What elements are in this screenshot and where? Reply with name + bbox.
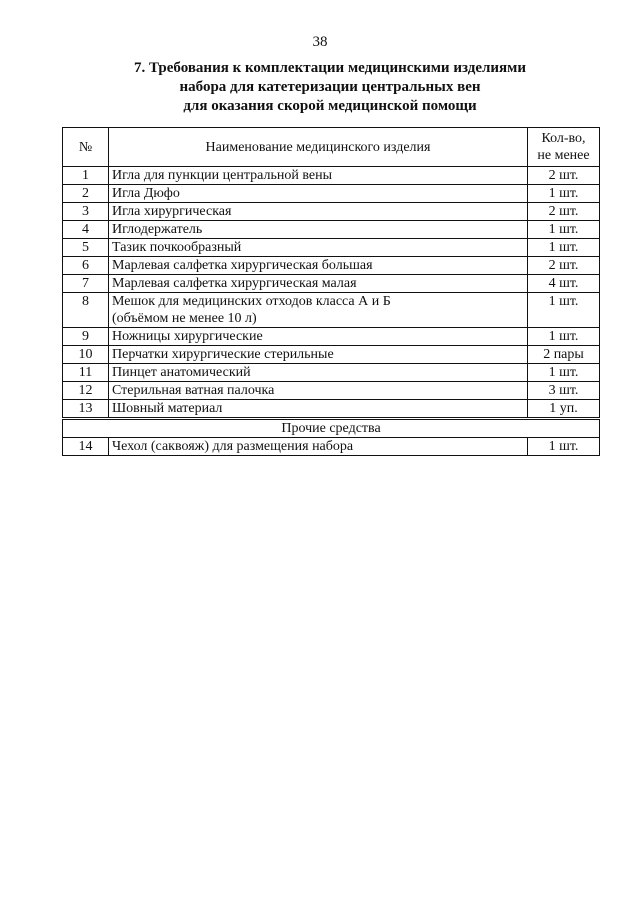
heading-line-2: набора для катетеризации центральных вен [179,79,481,95]
row-quantity: 1 уп. [528,400,600,419]
row-number: 6 [63,257,109,275]
table-row [63,275,600,293]
row-quantity: 1 шт. [528,438,600,456]
header-quantity-line-2: не менее [537,148,590,163]
row-quantity: 2 шт. [528,203,600,221]
table-row [63,185,600,203]
row-name: Игла хирургическая [109,203,528,221]
row-number: 8 [63,293,109,328]
row-name: Шовный материал [109,400,528,419]
heading-line-1: 7. Требования к комплектации медицинскими изделиями [133,60,527,76]
table-row [63,167,600,185]
document-heading [60,59,600,116]
page-number: 38 [312,34,328,50]
row-name: Марлевая салфетка хирургическая большая [109,257,528,275]
header-quantity-line-1: Кол-во, [541,131,586,146]
row-name: Тазик почкообразный [109,239,528,257]
row-number: 4 [63,221,109,239]
row-name: Игла Дюфо [109,185,528,203]
row-quantity: 4 шт. [528,275,600,293]
header-number: № [63,128,109,167]
row-number: 14 [63,438,109,456]
table-row [63,239,600,257]
table-row [63,382,600,400]
row-quantity: 2 шт. [528,167,600,185]
table-row [63,257,600,275]
table-header-row [63,128,600,167]
row-name: Перчатки хирургические стерильные [109,346,528,364]
row-quantity: 1 шт. [528,364,600,382]
row-name: Пинцет анатомический [109,364,528,382]
row-name: Стерильная ватная палочка [109,382,528,400]
row-name-line-1: Мешок для медицинских отходов класса А и Б [112,294,391,309]
medical-items-table [62,127,600,456]
table-row [63,293,600,328]
row-name: Иглодержатель [109,221,528,239]
row-quantity: 2 пары [528,346,600,364]
row-quantity: 1 шт. [528,328,600,346]
row-name-line-2: (объёмом не менее 10 л) [112,311,257,326]
heading-line-3: для оказания скорой медицинской помощи [183,98,477,114]
row-name: Марлевая салфетка хирургическая малая [109,275,528,293]
table-row [63,346,600,364]
header-quantity [528,128,600,167]
row-quantity: 1 шт. [528,239,600,257]
row-number: 12 [63,382,109,400]
row-name [109,293,528,328]
row-number: 2 [63,185,109,203]
row-number: 10 [63,346,109,364]
row-name: Игла для пункции центральной вены [109,167,528,185]
table-row [63,400,600,419]
row-name: Ножницы хирургические [109,328,528,346]
table-row [63,328,600,346]
header-name: Наименование медицинского изделия [109,128,528,167]
row-quantity: 3 шт. [528,382,600,400]
row-number: 9 [63,328,109,346]
row-number: 3 [63,203,109,221]
table-row [63,221,600,239]
row-number: 7 [63,275,109,293]
row-quantity: 1 шт. [528,185,600,203]
section-row-other [63,419,600,438]
row-quantity: 1 шт. [528,293,600,328]
table-row [63,364,600,382]
row-quantity: 1 шт. [528,221,600,239]
row-quantity: 2 шт. [528,257,600,275]
row-number: 13 [63,400,109,419]
row-name: Чехол (саквояж) для размещения набора [109,438,528,456]
section-title: Прочие средства [63,419,600,438]
row-number: 5 [63,239,109,257]
row-number: 1 [63,167,109,185]
row-number: 11 [63,364,109,382]
table-row [63,203,600,221]
table-row [63,438,600,456]
